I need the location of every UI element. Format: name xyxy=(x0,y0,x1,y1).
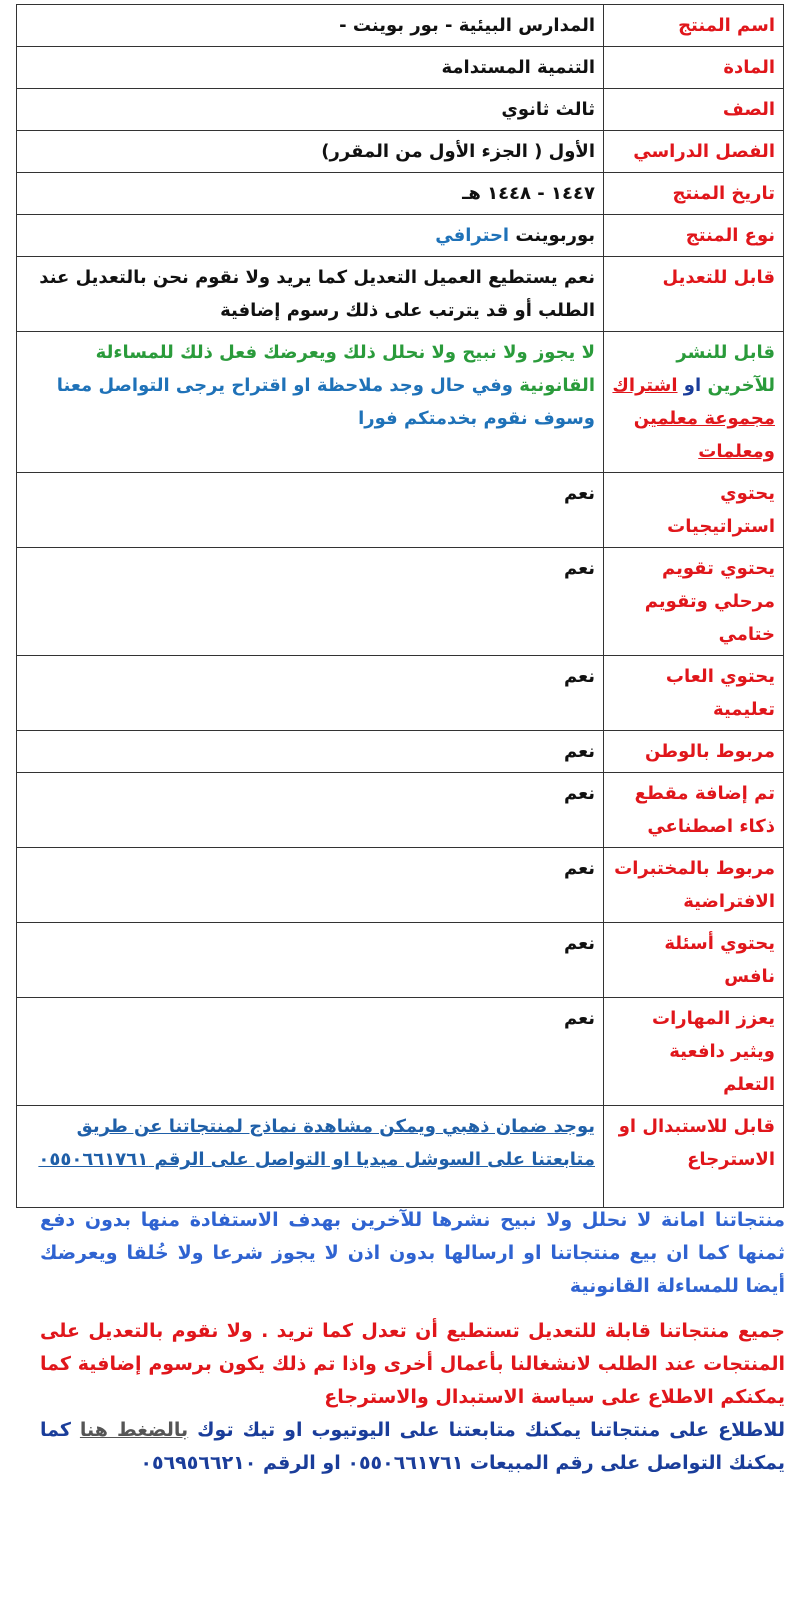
row-label: يعزز المهارات ويثير دافعية التعلم xyxy=(604,998,784,1106)
table-row xyxy=(17,731,784,773)
product-type-accent: احترافي xyxy=(435,225,510,246)
table-row xyxy=(17,131,784,173)
row-value: نعم xyxy=(17,656,604,731)
row-value: التنمية المستدامة xyxy=(17,47,604,89)
table-row xyxy=(17,848,784,923)
contact-text: كما يمكنك التواصل على رقم المبيعات ٠٥٥٠٦٦١٧٦١ او الرقم ٠٥٦٩٥٦٦٢١٠ xyxy=(40,1419,785,1474)
notes-section xyxy=(40,1204,785,1480)
row-value: نعم xyxy=(17,848,604,923)
row-value: المدارس البيئية - بور بوينت - xyxy=(17,5,604,47)
row-label: يحتوي أسئلة نافس xyxy=(604,923,784,998)
trust-note: منتجاتنا امانة لا نحلل ولا نبيح نشرها للآخرين بهدف الاستفادة منها بدون دفع ثمنها كما ان بيع منتجاتنا او ارسالها بدون اذن لا يجوز شرعا ولا خُلقا ويعرضك أيضا للمساءلة القانونية xyxy=(40,1209,785,1297)
table-row xyxy=(17,773,784,848)
row-label: الصف xyxy=(604,89,784,131)
row-label: تم إضافة مقطع ذكاء اصطناعي xyxy=(604,773,784,848)
publish-contact: وفي حال وجد ملاحظة او اقتراح يرجى التواصل معنا وسوف نقوم بخدمتكم فورا xyxy=(56,375,595,429)
table-row xyxy=(17,1106,784,1208)
row-value xyxy=(17,332,604,473)
row-value: نعم يستطيع العميل التعديل كما يريد ولا نقوم نحن بالتعديل عند الطلب أو قد يترتب على ذلك رسوم إضافية xyxy=(17,257,604,332)
row-value: نعم xyxy=(17,923,604,998)
table-row xyxy=(17,215,784,257)
row-label: مربوط بالوطن xyxy=(604,731,784,773)
table-row xyxy=(17,923,784,998)
table-row xyxy=(17,332,784,473)
guarantee-link[interactable]: يوجد ضمان ذهبي ويمكن مشاهدة نماذج لمنتجاتنا عن طريق متابعتنا على السوشل ميديا او التواصل على الرقم ٠٥٥٠٦٦١٧٦١ xyxy=(38,1116,595,1170)
row-value xyxy=(17,215,604,257)
row-label: نوع المنتج xyxy=(604,215,784,257)
table-row xyxy=(17,47,784,89)
row-label: مربوط بالمختبرات الافتراضية xyxy=(604,848,784,923)
row-label: اسم المنتج xyxy=(604,5,784,47)
row-label xyxy=(604,332,784,473)
press-here-link[interactable]: بالضغط هنا xyxy=(79,1419,189,1441)
row-value: نعم xyxy=(17,548,604,656)
row-value: نعم xyxy=(17,998,604,1106)
label-join: اشتراك مجموعة معلمين ومعلمات xyxy=(612,375,775,462)
row-label: المادة xyxy=(604,47,784,89)
publish-warning: لا يجوز ولا نبيح ولا نحلل ذلك ويعرضك فعل ذلك للمساءلة القانونية xyxy=(95,342,595,396)
table-row xyxy=(17,173,784,215)
editing-note: جميع منتجاتنا قابلة للتعديل تستطيع أن تعدل كما تريد . ولا نقوم بالتعديل على المنتجات عند الطلب لانشغالنا بأعمال أخرى واذا تم ذلك يكون برسوم إضافية كما يمكنكم الاطلاع على سياسة الاستبدال والاسترجاع xyxy=(40,1320,785,1408)
table-row xyxy=(17,656,784,731)
label-others: للآخرين xyxy=(707,375,775,396)
follow-text: للاطلاع على منتجاتنا يمكنك متابعتنا على اليوتيوب او تيك توك xyxy=(188,1419,785,1441)
row-label: قابل للتعديل xyxy=(604,257,784,332)
follow-note xyxy=(40,1414,785,1480)
table-row xyxy=(17,5,784,47)
label-or: او xyxy=(683,375,702,396)
row-value: نعم xyxy=(17,731,604,773)
row-label: الفصل الدراسي xyxy=(604,131,784,173)
row-label: تاريخ المنتج xyxy=(604,173,784,215)
table-row xyxy=(17,89,784,131)
product-type-main: بوربوينت xyxy=(515,225,595,246)
row-label: قابل للاستبدال او الاسترجاع xyxy=(604,1106,784,1208)
row-value xyxy=(17,1106,604,1208)
row-value: الأول ( الجزء الأول من المقرر) xyxy=(17,131,604,173)
table-row xyxy=(17,257,784,332)
row-label: يحتوي تقويم مرحلي وتقويم ختامي xyxy=(604,548,784,656)
row-label: يحتوي العاب تعليمية xyxy=(604,656,784,731)
row-value: ١٤٤٧ - ١٤٤٨ هـ xyxy=(17,173,604,215)
row-label: يحتوي استراتيجيات xyxy=(604,473,784,548)
table-row xyxy=(17,548,784,656)
label-publish: قابل للنشر xyxy=(676,342,775,363)
row-value: نعم xyxy=(17,473,604,548)
product-info-table xyxy=(16,4,784,1208)
row-value: ثالث ثانوي xyxy=(17,89,604,131)
table-row xyxy=(17,473,784,548)
table-row xyxy=(17,998,784,1106)
row-value: نعم xyxy=(17,773,604,848)
